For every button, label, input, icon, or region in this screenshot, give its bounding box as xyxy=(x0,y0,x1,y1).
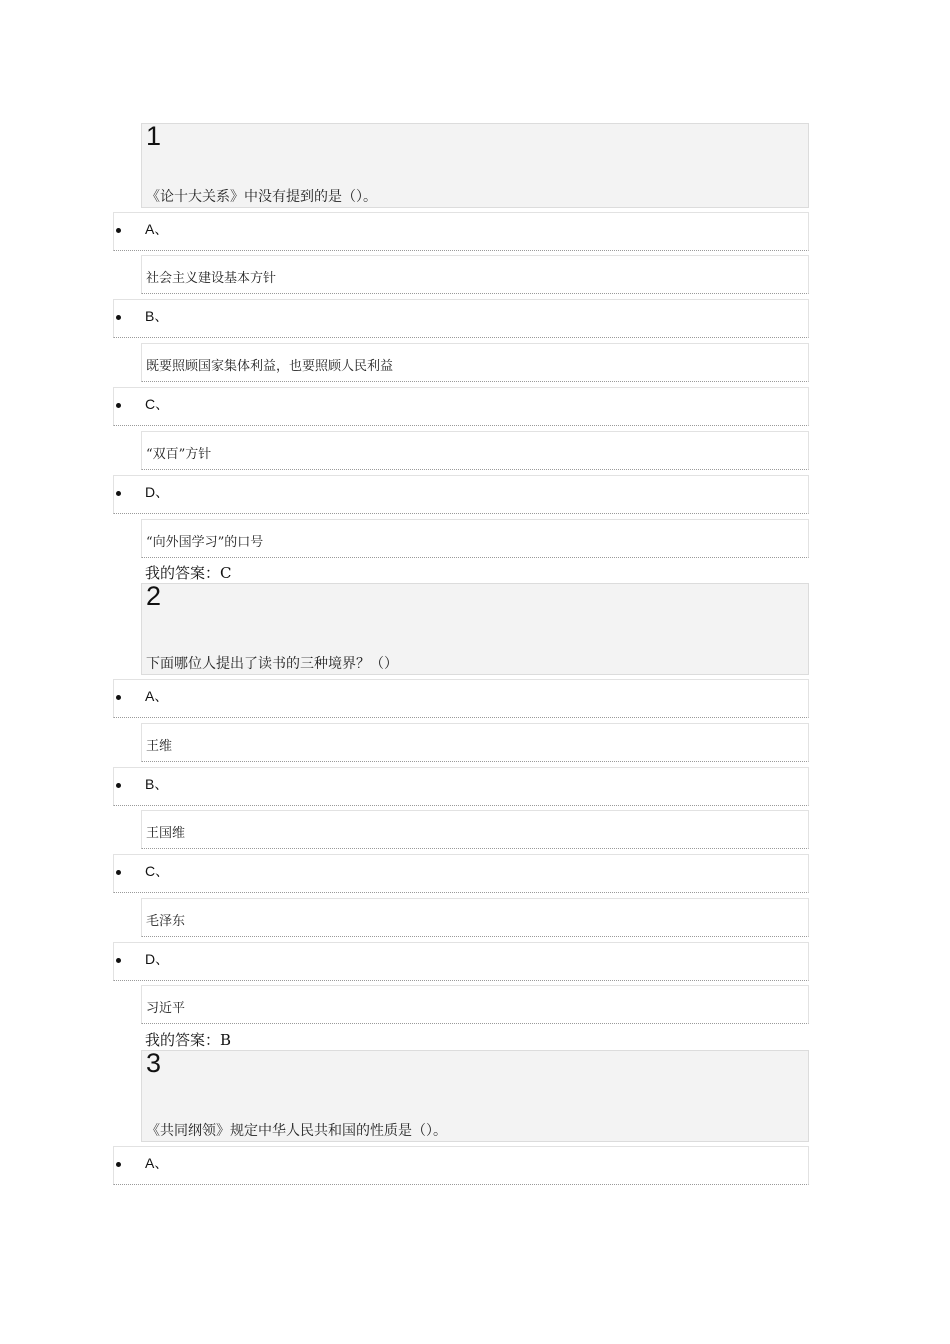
option-letter: C、 xyxy=(145,863,170,879)
my-answer xyxy=(141,561,807,581)
my-answer-text: 我的答案：C xyxy=(145,564,232,582)
option-letter: A、 xyxy=(145,221,169,237)
option-letter: B、 xyxy=(145,308,169,324)
bullet-icon xyxy=(116,695,121,700)
option-row[interactable] xyxy=(113,1146,809,1185)
option-row[interactable] xyxy=(113,942,809,981)
bullet-icon xyxy=(116,228,121,233)
question-number: 1 xyxy=(146,121,162,151)
option-answer[interactable] xyxy=(141,255,809,294)
option-letter: A、 xyxy=(145,688,169,704)
option-answer-text: “双百”方针 xyxy=(146,447,212,462)
bullet-icon xyxy=(116,1162,121,1167)
option-answer-text: 王国维 xyxy=(146,826,186,841)
option-row[interactable] xyxy=(113,475,809,514)
option-answer[interactable] xyxy=(141,810,809,849)
bullet-icon xyxy=(116,315,121,320)
option-answer-text: 毛泽东 xyxy=(146,914,186,929)
option-letter: A、 xyxy=(145,1155,169,1171)
option-row[interactable] xyxy=(113,854,809,893)
my-answer xyxy=(141,1028,807,1048)
option-letter: D、 xyxy=(145,484,170,500)
option-row[interactable] xyxy=(113,767,809,806)
question-number: 3 xyxy=(146,1048,162,1078)
my-answer-text: 我的答案：B xyxy=(145,1031,232,1049)
option-answer[interactable] xyxy=(141,519,809,558)
bullet-icon xyxy=(116,403,121,408)
question-header xyxy=(141,1050,809,1142)
option-letter: C、 xyxy=(145,396,170,412)
option-answer[interactable] xyxy=(141,898,809,937)
option-answer-text: 王维 xyxy=(146,739,173,754)
option-answer-text: 社会主义建设基本方针 xyxy=(146,271,277,286)
bullet-icon xyxy=(116,783,121,788)
option-row[interactable] xyxy=(113,212,809,251)
question-text: 《论十大关系》中没有提到的是（）。 xyxy=(146,189,377,205)
bullet-icon xyxy=(116,958,121,963)
option-row[interactable] xyxy=(113,387,809,426)
question-text: 下面哪位人提出了读书的三种境界？（） xyxy=(146,656,398,672)
option-answer[interactable] xyxy=(141,431,809,470)
question-number: 2 xyxy=(146,581,162,611)
bullet-icon xyxy=(116,491,121,496)
question-header xyxy=(141,123,809,208)
option-answer-text: 习近平 xyxy=(146,1001,186,1016)
option-answer[interactable] xyxy=(141,343,809,382)
option-answer-text: “向外国学习”的口号 xyxy=(146,535,264,550)
option-letter: B、 xyxy=(145,776,169,792)
option-row[interactable] xyxy=(113,299,809,338)
bullet-icon xyxy=(116,870,121,875)
option-row[interactable] xyxy=(113,679,809,718)
option-answer[interactable] xyxy=(141,985,809,1024)
option-answer[interactable] xyxy=(141,723,809,762)
option-answer-text: 既要照顾国家集体利益，也要照顾人民利益 xyxy=(146,359,394,374)
option-letter: D、 xyxy=(145,951,170,967)
question-text: 《共同纲领》规定中华人民共和国的性质是（）。 xyxy=(146,1123,447,1139)
question-header xyxy=(141,583,809,675)
